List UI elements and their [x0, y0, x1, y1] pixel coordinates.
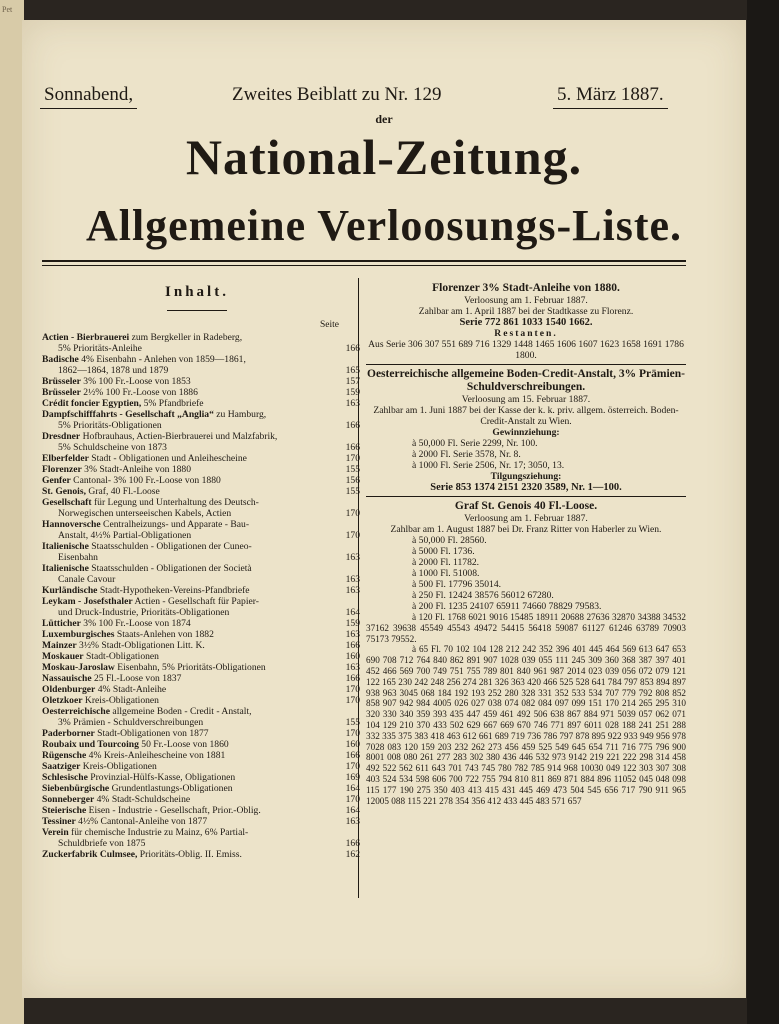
toc-entry-continuation: 5% Prioritäts-Anleihe	[58, 343, 142, 354]
toc-entry-page: 163	[345, 629, 360, 640]
toc-entry-name: Florenzer	[42, 464, 82, 475]
toc-seite-label: Seite	[320, 320, 339, 330]
right-column	[366, 282, 686, 806]
toc-entry-name: St. Genois,	[42, 486, 86, 497]
toc-entry-name: Italienische	[42, 541, 89, 552]
toc-entry-continuation: 5% Schuldscheine von 1873	[58, 442, 167, 453]
toc-entry-page: 156	[345, 475, 360, 486]
toc-entry-name: Lütticher	[42, 618, 81, 629]
toc-entry	[42, 497, 360, 519]
florenz-restanten: Restanten.	[494, 328, 558, 339]
toc-entry	[42, 398, 360, 409]
florenz-line2: Zahlbar am 1. April 1887 bei der Stadtkasse zu Florenz.	[418, 306, 634, 317]
toc-entry	[42, 464, 360, 475]
toc-entry-page: 163	[345, 662, 360, 673]
toc-entry-text: für chemische Industrie zu Mainz, 6% Partial-	[68, 827, 249, 838]
toc-entry-page: 155	[345, 486, 360, 497]
toc-entry-page: 160	[345, 739, 360, 750]
toc-entry	[42, 816, 360, 827]
toc-entry-text: Stadt-Hypotheken-Vereins-Pfandbriefe	[97, 585, 250, 596]
toc-entry-page: 170	[345, 728, 360, 739]
genois-prize: à 50,000 Fl. 28560.	[412, 535, 487, 546]
toc-entry-name: Schlesische	[42, 772, 88, 783]
toc-entry	[42, 761, 360, 772]
toc-entry	[42, 519, 360, 541]
toc-heading-rule	[167, 310, 227, 311]
toc-entry-page: 163	[345, 398, 360, 409]
page-tag: Pet	[2, 5, 13, 14]
toc-entry-name: Moskauer	[42, 651, 84, 662]
toc-entry-name: Sonneberger	[42, 794, 95, 805]
toc-entry-text: Eisenbahn, 5% Prioritäts-Obligationen	[114, 662, 266, 673]
oesterreich-line2: Zahlbar am 1. Juni 1887 bei der Kasse der k. k. priv. allgem. österreich. Boden-Credit-Anstalt zu Wien.	[373, 405, 679, 427]
toc-entry-text: für Legung und Unterhaltung des Deutsch-	[91, 497, 259, 508]
toc-entry-continuation: 5% Prioritäts-Obligationen	[58, 420, 162, 431]
toc-entry-name: Roubaix und Tourcoing	[42, 739, 139, 750]
toc-entry	[42, 596, 360, 618]
toc-entry-name: Paderborner	[42, 728, 95, 739]
header-rule	[42, 260, 686, 262]
toc-entry-page: 165	[345, 365, 360, 376]
toc-entry-text: zum Bergkeller in Radeberg,	[129, 332, 243, 343]
toc-entry	[42, 332, 360, 354]
genois-line1: Verloosung am 1. Februar 1887.	[464, 513, 588, 524]
toc-entry-name: Rügensche	[42, 750, 87, 761]
masthead-day: Sonnabend,	[44, 84, 133, 106]
toc-entry-name: Genfer	[42, 475, 71, 486]
toc-entry-text: 4½% Cantonal-Anleihe von 1877	[75, 816, 208, 827]
toc-entry-name: Oletzkoer	[42, 695, 83, 706]
toc-entry-page: 170	[345, 794, 360, 805]
separator	[366, 364, 686, 365]
toc-entry	[42, 662, 360, 673]
toc-entry-text: Cantonal- 3% 100 Fr.-Loose von 1880	[70, 475, 221, 486]
scan-border	[747, 0, 779, 1024]
toc-entry-name: Oldenburger	[42, 684, 96, 695]
toc-entry-name: Siebenbürgische	[42, 783, 110, 794]
toc-entry-page: 170	[345, 684, 360, 695]
toc-entry	[42, 849, 360, 860]
toc-entry-name: Brüsseler	[42, 376, 81, 387]
genois-title: Graf St. Genois 40 Fl.-Loose.	[454, 500, 598, 512]
toc-entry	[42, 827, 360, 849]
toc-entry-continuation: und Druck-Industrie, Prioritäts-Obligationen	[58, 607, 230, 618]
toc-entry-name: Verein	[42, 827, 69, 838]
toc-entry-text: Graf, 40 Fl.-Loose	[85, 486, 160, 497]
masthead-issue: Zweites Beiblatt zu Nr. 129	[232, 84, 442, 105]
toc-entry-name: Brüsseler	[42, 387, 81, 398]
toc-entry	[42, 475, 360, 486]
toc-entry-text: Kreis-Obligationen	[80, 761, 157, 772]
toc-entry-page: 163	[345, 574, 360, 585]
toc-entry-name: Kurländische	[42, 585, 98, 596]
genois-numbers-65: à 65 Fl. 70 102 104 128 212 242 352 396 401 445 464 569 613 647 653 690 708 712 764 840 862 891 907 1028 039 055 111 245 309 360 368 387 397 401 452 466 569 700 749 751 755 789 801 840 961 987 2014 023 039 056 072 079 121 122 165 230 242 248 256 274 281 326 363 420 466 525 528 641 784 797 853 894 897 938 963 3045 068 184 192 193 252 280 328 331 352 533 534 707 779 792 808 852 858 907 942 984 4005 026 027 038 074 082 084 097 099 151 170 214 265 295 310 320 330 340 359 393 435 447 459 461 492 506 638 867 884 971 5039 057 062 071 104 129 210 370 433 502 629 667 669 670 746 771 897 6011 028 188 241 251 288 332 335 375 383 418 463 612 661 689 719 736 786 797 878 895 922 933 949 956 978 7028 083 120 159 203 232 262 273 456 459 525 549 645 654 711 716 775 796 900 8001 008 080 261 277 283 302 380 436 446 532 973 9142 219 221 222 298 314 458 492 522 562 611 643 701 743 745 780 782 785 914 968 10030 049 122 303 307 308 403 524 534 598 606 700 722 755 794 810 811 869 871 884 896 11052 045 048 098 115 177 190 275 350 403 413 415 431 445 469 473 504 545 656 717 790 911 965 12005 088 115 221 278 354 356 412 433 445 483 571 657	[366, 644, 686, 806]
toc-entry-continuation: Canale Cavour	[58, 574, 116, 585]
toc-entry-continuation: 1862—1864, 1878 und 1879	[58, 365, 169, 376]
toc-entry-page: 166	[345, 673, 360, 684]
oesterreich-tilgung: Tilgungsziehung:	[490, 471, 562, 482]
toc-entry-text: Grundentlastungs-Obligationen	[109, 783, 233, 794]
masthead-date: 5. März 1887.	[557, 84, 664, 106]
header-rule-thin	[42, 265, 686, 266]
genois-prize: à 500 Fl. 17796 35014.	[412, 579, 502, 590]
toc-entry-page: 164	[345, 805, 360, 816]
toc-entry-name: Crédit foncier Egyptien,	[42, 398, 142, 409]
toc-entry	[42, 563, 360, 585]
toc-entry	[42, 354, 360, 376]
toc-entry-page: 159	[345, 618, 360, 629]
toc-entry-page: 166	[345, 442, 360, 453]
toc-entry-text: Stadt-Obligationen von 1877	[94, 728, 209, 739]
toc-entry	[42, 486, 360, 497]
toc-entry-name: Nassauische	[42, 673, 92, 684]
toc-entry	[42, 387, 360, 398]
toc-entry	[42, 453, 360, 464]
toc-entry-name: Oesterreichische	[42, 706, 111, 717]
toc-entry-text: Staatsschulden - Obligationen der Cuneo-	[88, 541, 252, 552]
toc-entry-continuation: Schuldbriefe von 1875	[58, 838, 146, 849]
toc-entry-page: 170	[345, 695, 360, 706]
separator	[366, 496, 686, 497]
toc-entry-text: Provinzial-Hülfs-Kasse, Obligationen	[87, 772, 236, 783]
toc-entry-name: Italienische	[42, 563, 89, 574]
toc-entry	[42, 750, 360, 761]
toc-entry-page: 170	[345, 508, 360, 519]
toc-entry-name: Mainzer	[42, 640, 77, 651]
toc-entry-name: Badische	[42, 354, 79, 365]
genois-prize-120: à 120 Fl. 1768 6021 9016 15485 18911 20688 27636 32870 34388 34532 37162 39638 45549 45543 49472 54415 56418 59087 61127 61246 63789 70903 75173 79552.	[366, 612, 686, 644]
toc-entry-text: Centralheizungs- und Apparate - Bau-	[100, 519, 250, 530]
toc-entry-name: Elberfelder	[42, 453, 89, 464]
toc-entry-continuation: Anstalt, 4½% Partial-Obligationen	[58, 530, 192, 541]
toc-entry	[42, 629, 360, 640]
toc-entry-name: Moskau-Jaroslaw	[42, 662, 115, 673]
toc-entry-name: Zuckerfabrik Culmsee,	[42, 849, 138, 860]
toc-entry-text: 3% 100 Fr.-Loose von 1853	[80, 376, 191, 387]
genois-prize: à 1000 Fl. 51008.	[412, 568, 480, 579]
toc-entry	[42, 772, 360, 783]
toc-entry-page: 170	[345, 530, 360, 541]
newspaper-subtitle: Allgemeine Verloosungs-Liste.	[85, 201, 683, 250]
toc-entry-continuation: 3% Prämien - Schuldverschreibungen	[58, 717, 204, 728]
toc-entry-text: 4% Kreis-Anleihescheine von 1881	[86, 750, 226, 761]
toc-entry	[42, 376, 360, 387]
genois-prize: à 200 Fl. 1235 24107 65911 74660 78829 79583.	[412, 601, 602, 612]
oesterreich-t1: Serie 853 1374 2151 2320 3589, Nr. 1—100.	[430, 482, 622, 493]
toc-entry	[42, 783, 360, 794]
toc-entry	[42, 618, 360, 629]
toc-entry	[42, 431, 360, 453]
florenz-title: Florenzer 3% Stadt-Anleihe von 1880.	[432, 282, 620, 294]
toc-entry	[42, 805, 360, 816]
oesterreich-title: Oesterreichische allgemeine Boden-Credit-Anstalt, 3% Prämien-Schuldverschreibungen.	[367, 368, 685, 393]
toc-entry	[42, 684, 360, 695]
toc-entry-text: 3% Stadt-Anleihe von 1880	[81, 464, 192, 475]
toc-entry-name: Dampfschifffahrts - Gesellschaft „Anglia“	[42, 409, 214, 420]
toc-entry-page: 170	[345, 761, 360, 772]
oesterreich-line1: Verloosung am 15. Februar 1887.	[461, 394, 591, 405]
toc-entry	[42, 640, 360, 651]
toc-entry-text: Kreis-Obligationen	[82, 695, 159, 706]
toc-entry-text: allgemeine Boden - Credit - Anstalt,	[110, 706, 252, 717]
toc-entry-name: Luxemburgisches	[42, 629, 115, 640]
toc-entry-continuation: Norwegischen unterseeischen Kabels, Actien	[58, 508, 232, 519]
toc-entry-text: Eisen - Industrie - Gesellschaft, Prior.-Oblig.	[86, 805, 261, 816]
toc-heading: Inhalt.	[165, 284, 229, 300]
toc-entry-page: 166	[345, 640, 360, 651]
toc-entry	[42, 409, 360, 431]
newspaper-title: National-Zeitung.	[185, 129, 583, 185]
toc-entry-page: 163	[345, 585, 360, 596]
toc-entry-page: 162	[345, 849, 360, 860]
toc-entry-name: Saatziger	[42, 761, 81, 772]
oesterreich-g1: à 50,000 Fl. Serie 2299, Nr. 100.	[412, 438, 538, 449]
toc-entry	[42, 728, 360, 739]
newspaper-page	[22, 20, 746, 998]
toc-entry-page: 155	[345, 464, 360, 475]
toc-entry-name: Actien - Bierbrauerei	[42, 332, 130, 343]
toc-entry-name: Hannoversche	[42, 519, 101, 530]
toc-entry-page: 164	[345, 783, 360, 794]
page-left-edge	[0, 0, 24, 1024]
genois-prize: à 250 Fl. 12424 38576 56012 67280.	[412, 590, 554, 601]
toc-entry-page: 170	[345, 453, 360, 464]
toc-entry-page: 169	[345, 772, 360, 783]
toc-entry-page: 163	[345, 552, 360, 563]
toc-entry	[42, 651, 360, 662]
toc-entry-name: Tessiner	[42, 816, 76, 827]
florenz-serie: Serie 772 861 1033 1540 1662.	[459, 317, 593, 328]
oesterreich-g3: à 1000 Fl. Serie 2506, Nr. 17; 3050, 13.	[412, 460, 565, 471]
toc-entry-text: Stadt-Obligationen	[83, 651, 159, 662]
toc-entry-page: 166	[345, 343, 360, 354]
toc-entry-page: 166	[345, 838, 360, 849]
toc-entry-text: 25 Fl.-Loose von 1837	[91, 673, 182, 684]
toc-entry-text: 4% Stadt-Schuldscheine	[94, 794, 191, 805]
toc-entry-text: 4% Stadt-Anleihe	[95, 684, 167, 695]
toc-entry-name: Leykam - Josefsthaler	[42, 596, 133, 607]
genois-line2: Zahlbar am 1. August 1887 bei Dr. Franz Ritter von Haberler zu Wien.	[390, 524, 662, 535]
toc-entry-text: Prioritäts-Oblig. II. Emiss.	[137, 849, 242, 860]
toc-entry	[42, 706, 360, 728]
genois-prize: à 2000 Fl. 11782.	[412, 557, 480, 568]
toc-entry-page: 160	[345, 651, 360, 662]
toc-entry-text: 2½% 100 Fr.-Loose von 1886	[80, 387, 198, 398]
toc-entry-text: 3½% Stadt-Obligationen Litt. K.	[76, 640, 205, 651]
toc-entry-page: 159	[345, 387, 360, 398]
toc-entry-name: Steierische	[42, 805, 87, 816]
toc-entry-text: 4% Eisenbahn - Anlehen von 1859—1861,	[78, 354, 246, 365]
toc-entry	[42, 673, 360, 684]
oesterreich-g2: à 2000 Fl. Serie 3578, Nr. 8.	[412, 449, 521, 460]
toc-entry-text: Hofbrauhaus, Actien-Bierbrauerei und Malzfabrik,	[80, 431, 278, 442]
toc-entry-text: 5% Pfandbriefe	[141, 398, 204, 409]
genois-prize: à 5000 Fl. 1736.	[412, 546, 475, 557]
toc-entry-page: 163	[345, 816, 360, 827]
oesterreich-gewinn: Gewinnziehung:	[492, 427, 560, 438]
masthead-der: der	[375, 112, 393, 126]
toc-entry-page: 157	[345, 376, 360, 387]
toc-entry-continuation: Eisenbahn	[58, 552, 98, 563]
toc-entry-text: zu Hamburg,	[213, 409, 267, 420]
toc-entry	[42, 739, 360, 750]
toc-entry	[42, 585, 360, 596]
toc-entry-text: Staats-Anlehen von 1882	[114, 629, 214, 640]
toc-entry	[42, 541, 360, 563]
florenz-line1: Verloosung am 1. Februar 1887.	[464, 295, 588, 306]
table-of-contents	[42, 332, 360, 860]
toc-entry-text: Stadt - Obligationen und Anleihescheine	[88, 453, 247, 464]
toc-entry	[42, 794, 360, 805]
toc-entry-name: Gesellschaft	[42, 497, 92, 508]
toc-entry-page: 155	[345, 717, 360, 728]
florenz-restanten-list: Aus Serie 306 307 551 689 716 1329 1448 1465 1606 1607 1623 1658 1691 1786 1800.	[368, 339, 684, 361]
toc-entry-name: Dresdner	[42, 431, 81, 442]
toc-entry-page: 166	[345, 420, 360, 431]
toc-entry-page: 166	[345, 750, 360, 761]
toc-entry-text: 50 Fr.-Loose von 1860	[138, 739, 229, 750]
toc-entry-text: Actien - Gesellschaft für Papier-	[132, 596, 259, 607]
toc-entry-page: 164	[345, 607, 360, 618]
toc-entry-text: 3% 100 Fr.-Loose von 1874	[80, 618, 191, 629]
toc-entry-text: Staatsschulden - Obligationen der Società	[88, 563, 252, 574]
toc-entry	[42, 695, 360, 706]
